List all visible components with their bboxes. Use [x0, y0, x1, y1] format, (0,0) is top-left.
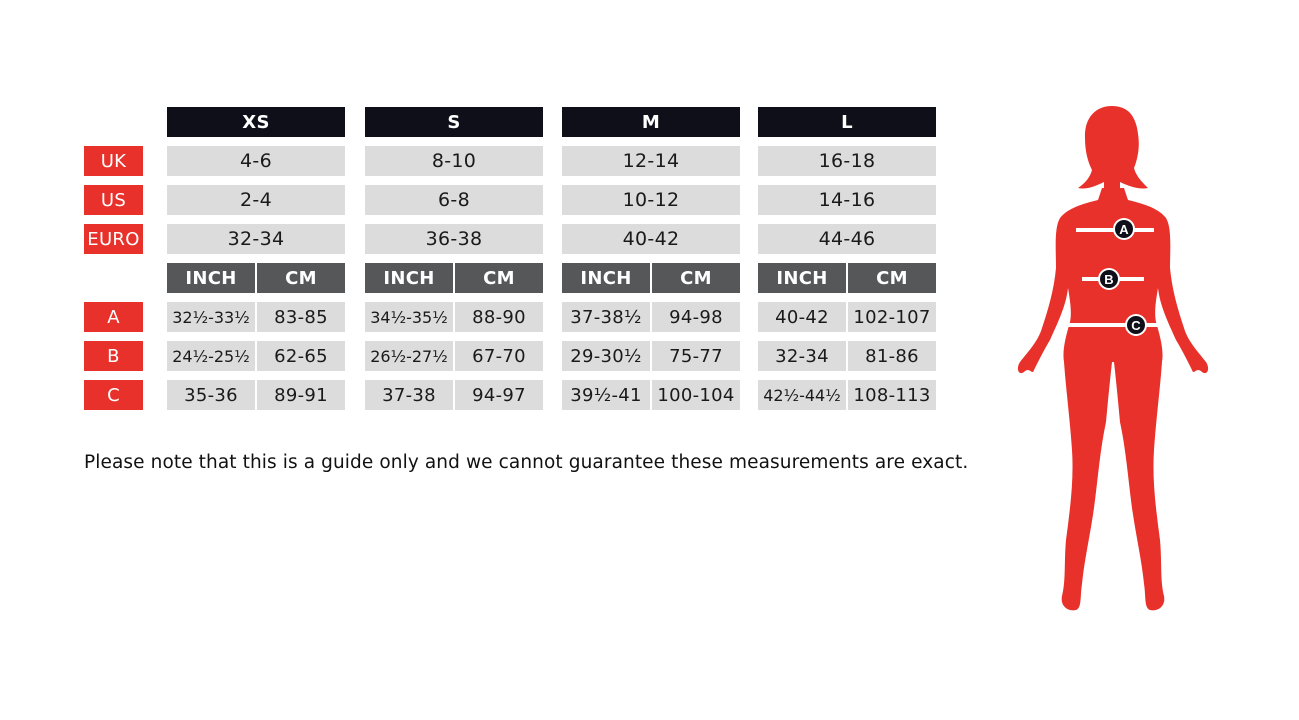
size-header-xs: XS [167, 107, 345, 137]
measurement-cell-inch: 29-30½ [562, 341, 650, 371]
region-cell: 14-16 [758, 185, 936, 215]
region-cell: 16-18 [758, 146, 936, 176]
marker-b-label: B [1104, 272, 1114, 287]
row-label-euro: EURO [84, 224, 143, 254]
row-label-us: US [84, 185, 143, 215]
measurement-cell-cm: 89-91 [257, 380, 345, 410]
row-label-uk: UK [84, 146, 143, 176]
row-label-c: C [84, 380, 143, 410]
measurement-cell-cm: 83-85 [257, 302, 345, 332]
unit-header-cm: CM [848, 263, 936, 293]
measurement-cell-cm: 88-90 [455, 302, 543, 332]
measurement-cell-cm: 102-107 [848, 302, 936, 332]
body-silhouette-figure [1008, 100, 1218, 620]
measurement-cell-cm: 81-86 [848, 341, 936, 371]
disclaimer-note: Please note that this is a guide only and we cannot guarantee these measurements are exact. [84, 452, 969, 473]
measurement-cell-cm: 94-98 [652, 302, 740, 332]
marker-a-label: A [1119, 222, 1129, 237]
unit-header-inch: INCH [365, 263, 453, 293]
marker-c-label: C [1131, 318, 1141, 333]
measurement-cell-inch: 32-34 [758, 341, 846, 371]
unit-header-inch: INCH [562, 263, 650, 293]
unit-header-inch: INCH [167, 263, 255, 293]
silhouette-body [1018, 188, 1208, 610]
measurement-cell-inch: 26½-27½ [365, 341, 453, 371]
region-cell: 2-4 [167, 185, 345, 215]
region-cell: 8-10 [365, 146, 543, 176]
measurement-cell-cm: 108-113 [848, 380, 936, 410]
measurement-cell-inch: 37-38 [365, 380, 453, 410]
measurement-cell-cm: 62-65 [257, 341, 345, 371]
measurement-cell-inch: 40-42 [758, 302, 846, 332]
region-cell: 36-38 [365, 224, 543, 254]
size-header-s: S [365, 107, 543, 137]
region-cell: 6-8 [365, 185, 543, 215]
row-label-a: A [84, 302, 143, 332]
unit-header-cm: CM [652, 263, 740, 293]
measurement-cell-cm: 94-97 [455, 380, 543, 410]
measurement-cell-inch: 35-36 [167, 380, 255, 410]
size-header-m: M [562, 107, 740, 137]
region-cell: 12-14 [562, 146, 740, 176]
measurement-cell-inch: 32½-33½ [167, 302, 255, 332]
measurement-cell-inch: 42½-44½ [758, 380, 846, 410]
region-cell: 4-6 [167, 146, 345, 176]
region-cell: 10-12 [562, 185, 740, 215]
row-label-b: B [84, 341, 143, 371]
measurement-cell-cm: 67-70 [455, 341, 543, 371]
silhouette-head [1078, 106, 1148, 192]
unit-header-inch: INCH [758, 263, 846, 293]
measurement-cell-cm: 100-104 [652, 380, 740, 410]
region-cell: 40-42 [562, 224, 740, 254]
measurement-cell-inch: 24½-25½ [167, 341, 255, 371]
measurement-cell-inch: 39½-41 [562, 380, 650, 410]
region-cell: 32-34 [167, 224, 345, 254]
region-cell: 44-46 [758, 224, 936, 254]
measurement-cell-inch: 37-38½ [562, 302, 650, 332]
measurement-cell-cm: 75-77 [652, 341, 740, 371]
size-header-l: L [758, 107, 936, 137]
measurement-cell-inch: 34½-35½ [365, 302, 453, 332]
unit-header-cm: CM [455, 263, 543, 293]
unit-header-cm: CM [257, 263, 345, 293]
